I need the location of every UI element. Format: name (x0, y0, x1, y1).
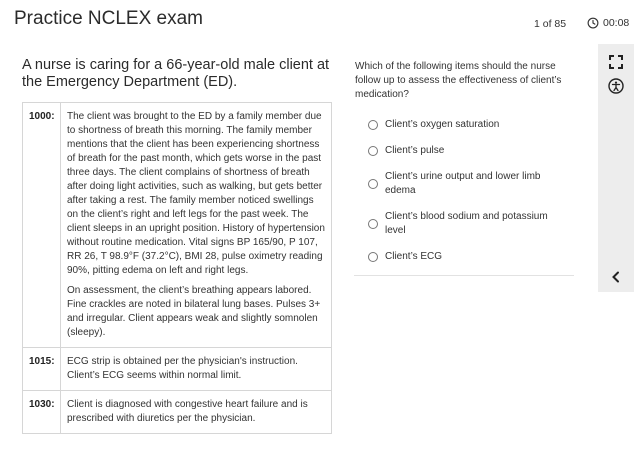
option-pulse[interactable] (368, 144, 568, 158)
option-urine-output[interactable] (368, 170, 568, 198)
case-time: 1000: (23, 103, 61, 347)
question-progress: 1 of 85 (534, 18, 567, 30)
options-divider (354, 275, 574, 276)
case-table (22, 102, 332, 434)
case-text (61, 103, 331, 347)
case-paragraph: ECG strip is obtained per the physician's instruction. Client’s ECG seems within normal limit. (67, 356, 298, 381)
timer-value: 00:08 (603, 17, 630, 29)
case-paragraph: On assessment, the client’s breathing appears labored. Fine crackles are noted in bilateral lung bases. Pulses 3+ and irregular. Client appears weak and slightly somnolen (sleepy). (67, 285, 321, 338)
case-text (61, 391, 331, 433)
option-oxygen-saturation[interactable] (368, 118, 568, 132)
case-row (23, 103, 331, 348)
option-label: Client’s oxygen saturation (385, 119, 500, 130)
option-ecg[interactable] (368, 250, 568, 264)
collapse-panel-button[interactable] (606, 267, 626, 287)
clock-icon (587, 17, 599, 29)
option-sodium-potassium[interactable] (368, 210, 568, 238)
accessibility-button[interactable] (606, 76, 626, 96)
option-label: Client’s blood sodium and potassium level (385, 211, 548, 236)
chevron-left-icon (608, 269, 624, 285)
option-label: Client’s pulse (385, 145, 445, 156)
case-paragraph: Client is diagnosed with congestive heart failure and is prescribed with diuretics per the physician. (67, 399, 308, 424)
scenario-heading: A nurse is caring for a 66-year-old male client at the Emergency Department (ED). (22, 57, 330, 90)
timer (587, 17, 629, 29)
option-label: Client’s ECG (385, 251, 443, 262)
app-title: Practice NCLEX exam (14, 8, 204, 29)
case-time: 1015: (23, 348, 61, 390)
option-label: Client’s urine output and lower limb edema (385, 171, 541, 196)
radio-button[interactable] (368, 120, 378, 130)
radio-button[interactable] (368, 179, 378, 189)
case-row (23, 348, 331, 391)
answer-options (368, 118, 568, 276)
radio-button[interactable] (368, 252, 378, 262)
fullscreen-icon (608, 54, 624, 70)
side-panel (598, 44, 634, 292)
case-row (23, 391, 331, 433)
fullscreen-button[interactable] (606, 52, 626, 72)
case-paragraph: The client was brought to the ED by a family member due to shortness of breath this morning. The family member mentions that the client has been experiencing shortness of breath for the past month, which gets worse in the past three days. The client complains of shortness of breath after doing light activities, such as walking, but gets better after taking a rest. The family member noticed swellings on the client’s right and left legs for the past week. The client sleeps in an upright position. History of hypertension without routine medication. Vital signs BP 165/90, P 107, RR 26, T 98.9°F (37.2°C), BMI 28, pulse oximetry reading 90%, pitting edema on left and right legs. (67, 111, 325, 276)
accessibility-icon (608, 78, 624, 94)
case-time: 1030: (23, 391, 61, 433)
radio-button[interactable] (368, 219, 378, 229)
case-text (61, 348, 331, 390)
question-text: Which of the following items should the nurse follow up to assess the effectiveness of client’s medication? (355, 61, 562, 100)
radio-button[interactable] (368, 146, 378, 156)
